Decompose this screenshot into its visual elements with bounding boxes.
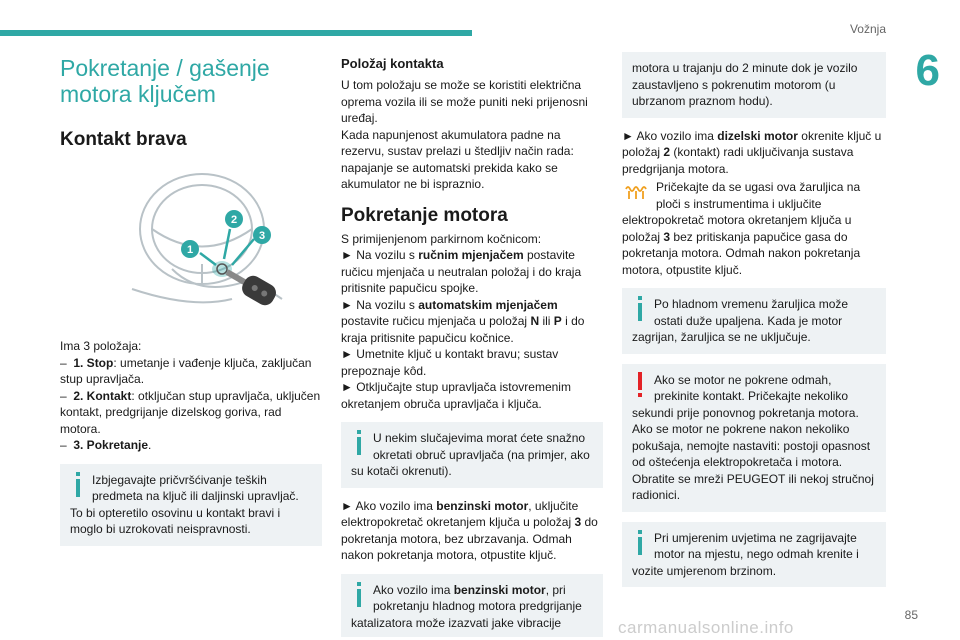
section-header: Vožnja bbox=[849, 22, 886, 36]
watermark: carmanualsonline.info bbox=[618, 618, 794, 637]
info-icon bbox=[632, 530, 648, 558]
positions-intro: Ima 3 položaja: bbox=[60, 339, 142, 353]
glow-plug-note: Pričekajte da se ugasi ova žaruljica na ploči s instrumentima i uključite elektropokretač motora okretanjem ključa u položaj 3 bez pritiskanja papučice gasa do pokretanja motora. Odmah nakon pokretanja motora, otpustite ključ. bbox=[622, 180, 861, 277]
ignition-position-text-1: U tom položaju se može se koristiti električna oprema vozila ili se može puniti neki prijenosni uređaj. bbox=[341, 78, 588, 125]
glow-plug-icon bbox=[622, 179, 652, 205]
top-accent-bar bbox=[0, 30, 472, 36]
step-unlock-column: ► Otključajte stup upravljača istovremenim okretanjem obruča upravljača i ključa. bbox=[341, 380, 571, 411]
warning-box-engine-not-starting: Ako se motor ne pokrene odmah, prekinite kontakt. Pričekajte nekoliko sekundi prije ponovnog pokretanja motora. Ako se motor ne pokrene nakon nekoliko pokušaja, nemojte nastaviti: postoji opasnost od oštećenja elektropokretača i motora. Obratite se mreži PEUGEOT ili nekoj stručnoj radionici. bbox=[622, 364, 886, 512]
callout-1 bbox=[181, 240, 199, 258]
heading-starting-engine: Pokretanje motora bbox=[341, 204, 508, 226]
position-3: – 3. Pokretanje. bbox=[60, 438, 152, 452]
step-insert-key: ► Umetnite ključ u kontakt bravu; sustav prepoznaje kôd. bbox=[341, 347, 559, 378]
step-petrol-engine: ► Ako vozilo ima benzinski motor, uključite elektropokretač okretanjem ključa u položaj 3 do pokretanja motora, bez ubrzavanja. Odmah nakon pokretanja motora, otpustite ključ. bbox=[341, 498, 598, 562]
info-box-key-weight: Izbjegavajte pričvršćivanje teških predmeta na ključ ili daljinski upravljač. To bi opteretilo osovinu u kontakt bravi i moglo bi uzrokovati neispravnosti. bbox=[60, 464, 322, 546]
info-box-catalyst: Ako vozilo ima benzinski motor, pri pokretanju hladnog motora predgrijanje katalizatora može izazvati jake vibracije bbox=[341, 574, 603, 638]
start-intro: S primijenjenom parkirnom kočnicom: bbox=[341, 231, 542, 246]
callout-3 bbox=[253, 226, 271, 244]
page-title: Pokretanje / gašenje motora ključem bbox=[60, 55, 270, 107]
chapter-number: 6 bbox=[915, 46, 940, 95]
position-1: – 1. Stop: umetanje i vađenje ključa, zaključan stup upravljača. bbox=[60, 355, 312, 386]
ignition-switch-illustration bbox=[112, 169, 312, 319]
info-box-catalyst-continued: motora u trajanju do 2 minute dok je vozilo zaustavljeno s pokrenutim motorom (u ubrzanom praznom hodu). bbox=[622, 52, 886, 118]
info-box-warm-up: Pri umjerenim uvjetima ne zagrijavajte motor na mjestu, nego odmah krenite i vozite umjerenom brzinom. bbox=[622, 522, 886, 588]
column-2 bbox=[341, 52, 603, 640]
position-2: – 2. Kontakt: otključan stup upravljača, uključen kontakt, predgrijanje dizelskog goriva, rad motora. bbox=[60, 388, 321, 436]
info-box-cold-weather: Po hladnom vremenu žaruljica može ostati duže upaljena. Kada je motor zagrijan, žaruljica se ne uključuje. bbox=[622, 288, 886, 354]
heading-ignition-position: Položaj kontakta bbox=[341, 56, 444, 71]
info-icon bbox=[70, 472, 86, 500]
page-number: 85 bbox=[904, 608, 918, 622]
column-1 bbox=[60, 52, 322, 556]
heading-ignition-switch: Kontakt brava bbox=[60, 129, 187, 150]
svg-text:1: 1 bbox=[186, 244, 194, 256]
info-icon bbox=[351, 582, 367, 610]
step-diesel-engine: ► Ako vozilo ima dizelski motor okrenite ključ u položaj 2 (kontakt) radi uključivanja sustava predgrijanja motora. bbox=[622, 128, 882, 176]
step-automatic-gearbox: ► Na vozilu s automatskim mjenjačem postavite ručicu mjenjača u položaj N ili P i do kraja pritisnite papučicu kočnice. bbox=[341, 297, 585, 345]
column-3 bbox=[622, 52, 886, 597]
callout-2 bbox=[225, 210, 243, 228]
warning-icon bbox=[632, 372, 648, 400]
info-icon bbox=[632, 296, 648, 324]
ignition-position-text-2: Kada napunjenost akumulatora padne na rezervu, sustav prelazi u štedljiv način rada: napajanje se automatski prekida kako se akumulator ne bi ispraznio. bbox=[341, 127, 574, 191]
svg-text:3: 3 bbox=[258, 230, 266, 242]
step-manual-gearbox: ► Na vozilu s ručnim mjenjačem postavite ručicu mjenjača u neutralan položaj i do kraja pritisnite papučicu spojke. bbox=[341, 248, 582, 295]
svg-text:2: 2 bbox=[230, 214, 238, 226]
info-icon bbox=[351, 430, 367, 458]
info-box-steering: U nekim slučajevima morat ćete snažno okretati obruč upravljača (na primjer, ako su kotači okrenuti). bbox=[341, 422, 603, 488]
